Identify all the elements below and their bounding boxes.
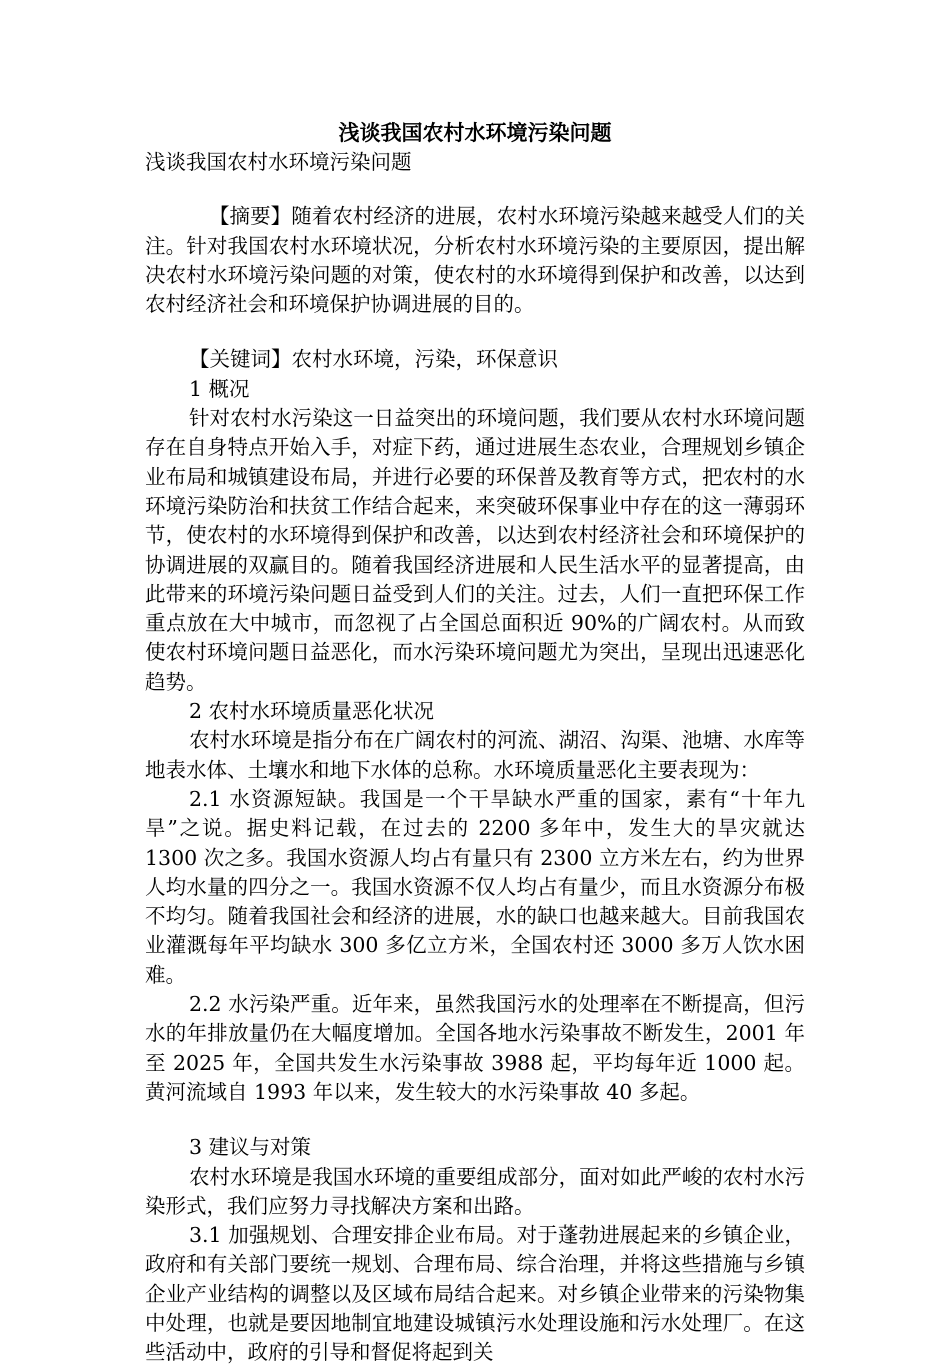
section3-intro: 农村水环境是我国水环境的重要组成部分，面对如此严峻的农村水污染形式，我们应努力寻找解决方案和出路。: [145, 1164, 805, 1218]
section2-intro: 农村水环境是指分布在广阔农村的河流、湖沼、沟渠、池塘、水库等地表水体、土壤水和地下水体的总称。水环境质量恶化主要表现为：: [145, 728, 805, 782]
section1-body: 针对农村水污染这一日益突出的环境问题，我们要从农村水环境问题存在自身特点开始入手，对症下药，通过进展生态农业，合理规划乡镇企业布局和城镇建设布局，并进行必要的环保普及教育等方式，把农村的水环境污染防治和扶贫工作结合起来，来突破环保事业中存在的这一薄弱环节，使农村的水环境得到保护和改善，以达到农村经济社会和环境保护的协调进展的双赢目的。随着我国经济进展和人民生活水平的显著提高，由此带来的环境污染问题日益受到人们的关注。过去，人们一直把环保工作重点放在大中城市，而忽视了占全国总面积近 90%的广阔农村。从而致使农村环境问题日益恶化，而水污染环境问题尤为突出，呈现出迅速恶化趋势。: [145, 406, 805, 694]
section2-1-paragraph: 2.1 水资源短缺。我国是一个干旱缺水严重的国家，素有“十年九旱”之说。据史料记载，在过去的 2200 多年中，发生大的旱灾就达 1300 次之多。我国水资源人均占有量只有 2300 立方米左右，约为世界人均水量的四分之一。我国水资源不仅人均占有量少，而且水资源分布极不均匀。随着我国社会和经济的进展，水的缺口也越来越大。目前我国农业灌溉每年平均缺水 300 多亿立方米，全国农村还 3000 多万人饮水困难。: [145, 786, 805, 987]
document-page: [145, 118, 805, 1368]
section2-heading: 2 农村水环境质量恶化状况: [189, 699, 435, 724]
section1-heading: 1 概况: [189, 376, 250, 401]
document-title: 浅谈我国农村水环境污染问题: [338, 120, 612, 145]
section2-2-paragraph: 2.2 水污染严重。近年来，虽然我国污水的处理率在不断提高，但污水的年排放量仍在大幅度增加。全国各地水污染事故不断发生，2001 年至 2025 年，全国共发生水污染事故 3988 起，平均每年近 1000 起。黄河流域自 1993 年以来，发生较大的水污染事故 40 多起。: [145, 992, 805, 1104]
section3-heading: 3 建议与对策: [189, 1135, 312, 1160]
document-subtitle: 浅谈我国农村水环境污染问题: [145, 150, 412, 174]
abstract-paragraph: 【摘要】随着农村经济的进展，农村水环境污染越来越受人们的关注。针对我国农村水环境状况，分析农村水环境污染的主要原因，提出解决农村水环境污染问题的对策，使农村的水环境得到保护和改善，以达到农村经济社会和环境保护协调进展的目的。: [145, 204, 805, 317]
keywords-line: 【关键词】农村水环境，污染，环保意识: [189, 347, 558, 372]
section3-1-paragraph: 3.1 加强规划、合理安排企业布局。对于蓬勃进展起来的乡镇企业，政府和有关部门要统一规划、合理布局、综合治理，并将这些措施与乡镇企业产业结构的调整以及区域布局结合起来。对乡镇企业带来的污染物集中处理，也就是要因地制宜地建设城镇污水处理设施和污水处理厂。在这些活动中，政府的引导和督促将起到关: [145, 1223, 805, 1365]
